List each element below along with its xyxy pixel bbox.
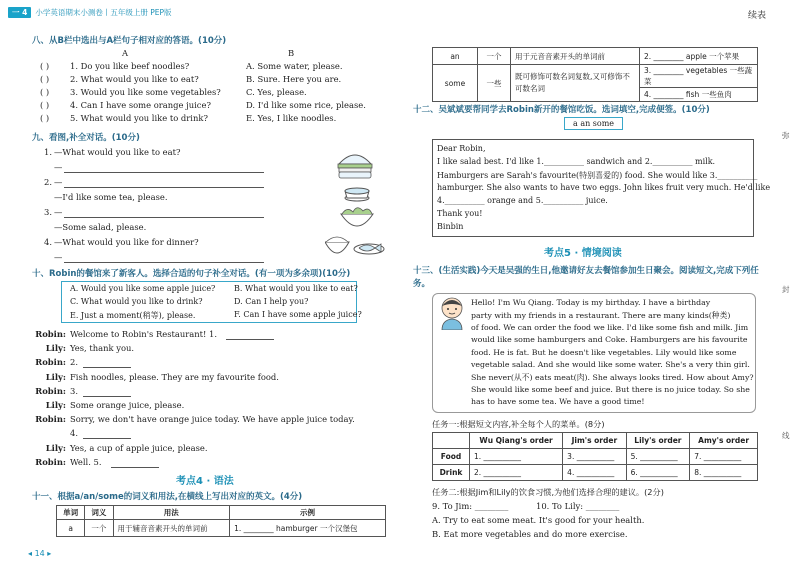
q13-col-wuqiang: Wu Qiang's order — [470, 433, 563, 449]
dialog-text: Welcome to Robin's Restaurant! 1. — [70, 329, 218, 339]
q9-lines — [44, 147, 304, 267]
q13-answer-cell[interactable]: 2. __________ — [470, 465, 563, 481]
q9-number: 4. — [44, 237, 52, 247]
passage-line: She never(从不) eats meat(肉). She always looks tired. How about Amy? — [471, 373, 754, 383]
q13-passage-text — [433, 294, 755, 410]
q8-item-b: B. Sure. Here you are. — [246, 74, 342, 84]
food-pictures — [325, 146, 385, 264]
q10-title: 十、Robin的餐馆来了新客人。选择合适的句子补全对话。(有一项为多余项)(10分) — [32, 269, 351, 279]
q9-line — [44, 147, 304, 162]
q8-item-b: C. Yes, please. — [246, 87, 307, 97]
q11-table-continued — [432, 47, 758, 102]
q9-number: 1. — [44, 147, 52, 157]
q10-options-box — [61, 281, 362, 323]
q9-text: — — [54, 177, 63, 187]
q9-line — [44, 177, 304, 192]
page-number: ◂ 14 ▸ — [28, 549, 52, 558]
q13-col-lily: Lily's order — [626, 433, 690, 449]
speaker: Robin: — [35, 357, 66, 368]
q13-answer-cell[interactable]: 4. __________ — [563, 465, 626, 481]
dialog-line — [35, 456, 374, 471]
dialog-text: 2. — [70, 357, 78, 368]
q9-text: —What would you like to eat? — [54, 147, 181, 157]
q11-example[interactable]: 2. ________ apple 一个苹果 — [640, 48, 758, 65]
continued-label: 续表 — [747, 11, 766, 21]
q9-line — [44, 222, 304, 237]
q11-meaning: 一个 — [478, 48, 511, 65]
q9-line — [44, 207, 304, 222]
side-mark: 线 — [782, 431, 790, 440]
answer-paren[interactable]: ( ) — [40, 100, 50, 110]
note-line: Binbin — [437, 222, 464, 231]
q13-q9[interactable]: 9. To Jim: ________ — [432, 501, 509, 511]
answer-line[interactable] — [64, 207, 264, 218]
q8-col-b: B — [288, 48, 295, 58]
kaodian5-heading: 考点5 · 情境阅读 — [544, 248, 622, 259]
header-tag: 一 4 — [8, 7, 31, 18]
answer-line[interactable] — [83, 357, 131, 368]
speaker: Lily: — [45, 442, 66, 453]
answer-line[interactable] — [83, 386, 131, 397]
q9-line — [44, 192, 304, 207]
passage-line: Hello! I'm Wu Qiang. Today is my birthday. I have a birthday — [471, 298, 711, 307]
q13-option-a: A. Try to eat some meat. It's good for your health. — [432, 515, 645, 525]
q9-line — [44, 252, 304, 267]
q10-option-b: B. What would you like to eat? — [234, 284, 358, 293]
q11-meaning: 一个 — [85, 520, 113, 537]
dialog-text: Some orange juice, please. — [70, 399, 185, 410]
q12-note-box — [432, 139, 771, 237]
dialog-text: 3. — [70, 385, 78, 396]
q9-text: — — [54, 207, 63, 217]
answer-line[interactable] — [111, 457, 159, 468]
q9-text: —What would you like for dinner? — [54, 237, 199, 247]
q13-title: 十三、(生活实践)今天是吴强的生日,他邀请好友去餐馆参加生日聚会。阅读短文,完成下列任务。 — [413, 266, 759, 289]
q13-q10[interactable]: 10. To Lily: ________ — [536, 501, 620, 511]
dialog-line — [44, 372, 374, 386]
q13-task2: 任务二:根据Jim和Lily的饮食习惯,为他们选择合理的建议。(2分) — [432, 487, 664, 497]
passage-line: has to have some tea. We have a good time! — [471, 397, 645, 407]
dialog-text: Yes, thank you. — [70, 343, 135, 354]
dialog-text: Yes, a cup of apple juice, please. — [70, 442, 208, 453]
speaker: Lily: — [45, 343, 66, 354]
q8-item-a: 3. Would you like some vegetables? — [70, 87, 221, 97]
q10-option-e: E. Just a moment(稍等), please. — [70, 311, 196, 320]
q9-number: 3. — [44, 207, 52, 217]
q9-text: — — [54, 162, 63, 172]
speaker: Robin: — [35, 329, 66, 339]
q12-title: 十二、吴斌斌要帮同学去Robin新开的餐馆吃饭。选词填空,完成便签。(10分) — [413, 105, 710, 115]
answer-paren[interactable]: ( ) — [40, 61, 50, 71]
q8-item-b: D. I'd like some rice, please. — [246, 100, 366, 110]
dialog-line — [35, 329, 374, 343]
hamburger-icon — [338, 155, 372, 178]
q10-option-d: D. Can I help you? — [234, 297, 309, 306]
speaker: Robin: — [35, 385, 66, 396]
passage-line: food. He is fat. But he doesn't like vegetables. Lily would like some — [471, 347, 737, 357]
salad-bowl-icon — [341, 208, 373, 226]
dialog-line — [44, 428, 374, 442]
q8-item-a: 5. What would you like to drink? — [70, 113, 208, 123]
side-mark: 封 — [782, 285, 790, 294]
kaodian4-heading: 考点4 · 语法 — [176, 476, 234, 487]
q13-col-amy: Amy's order — [690, 433, 758, 449]
passage-line: party with my friends in a restaurant. There are many kinds(种类) — [471, 311, 731, 321]
q12-word-box: a an some — [564, 117, 623, 130]
q13-passage-box — [432, 293, 756, 413]
dialog-line — [44, 400, 374, 414]
q13-col-blank — [433, 433, 470, 449]
q10-dialog — [35, 329, 374, 471]
note-line: hamburger. She also wants to have two eggs. John likes fruit very much. He'd like — [437, 183, 771, 192]
rice-fish-icon — [325, 237, 384, 254]
dialog-line — [35, 385, 374, 400]
speaker: Robin: — [35, 414, 66, 425]
answer-line[interactable] — [83, 428, 131, 439]
note-line: Hamburgers are Sarah's favourite(特别喜爱的) food. She would like 3.__________ — [437, 171, 758, 180]
q13-row-drink: Drink — [433, 465, 470, 481]
q11-header-meaning: 词义 — [85, 506, 113, 520]
q11-meaning: 一些 — [478, 65, 511, 102]
q13-answer-cell[interactable]: 5. __________ — [626, 449, 690, 465]
passage-line: vegetable salad. And she would like some water. She's a very thin girl. — [471, 359, 750, 369]
note-line: Dear Robin, — [437, 144, 486, 153]
q11-usage: 用于辅音音素开头的单词前 — [113, 520, 230, 537]
speaker: Lily: — [45, 371, 66, 382]
q8-rows — [40, 61, 400, 126]
q13-answer-cell[interactable]: 1. __________ — [470, 449, 563, 465]
q11-usage: 用于元音音素开头的单词前 — [511, 48, 640, 65]
q11-word: some — [433, 65, 478, 102]
q8-item-a: 4. Can I have some orange juice? — [70, 100, 211, 110]
dialog-text: Sorry, we don't have orange juice today. We have apple juice today. — [70, 414, 355, 425]
q13-task1: 任务一:根据短文内容,补全每个人的菜单。(8分) — [432, 419, 605, 429]
q13-answer-cell[interactable]: 6. __________ — [626, 465, 690, 481]
note-line: I like salad best. I'd like 1.__________ sandwich and 2.__________ milk. — [437, 157, 716, 166]
q13-order-table — [432, 432, 758, 481]
answer-line[interactable] — [226, 329, 274, 340]
tea-cup-icon — [345, 188, 369, 201]
q9-line — [44, 237, 304, 252]
q11-example[interactable]: 1. ________ hamburger 一个汉堡包 — [230, 520, 386, 537]
note-line: Thank you! — [437, 209, 483, 218]
q9-number: 2. — [44, 177, 52, 187]
dialog-line — [35, 357, 374, 371]
q8-title: 八、从B栏中选出与A栏句子相对应的答语。(10分) — [32, 36, 227, 46]
side-mark: 弥 — [782, 131, 790, 140]
q9-text: — — [54, 252, 63, 262]
answer-line[interactable] — [64, 252, 264, 263]
answer-paren[interactable]: ( ) — [40, 87, 50, 97]
dialog-line — [35, 414, 374, 428]
answer-paren[interactable]: ( ) — [40, 113, 50, 123]
q9-title: 九、看图,补全对话。(10分) — [32, 133, 140, 143]
q8-row — [40, 87, 400, 100]
q13-answer-cell[interactable]: 3. __________ — [563, 449, 626, 465]
q11-example[interactable]: 4. ________ fish 一些鱼肉 — [640, 88, 758, 102]
speaker: Lily: — [45, 399, 66, 410]
passage-line: would like some hamburgers and Coke. Hamburgers are his favourite — [471, 335, 748, 345]
q10-option-f: F. Can I have some apple juice? — [234, 310, 362, 319]
q13-option-b: B. Eat more vegetables and do more exercise. — [432, 529, 628, 539]
passage-line: of food. We can order the food we like. I'd like some fish and milk. Jim — [471, 322, 749, 332]
header-title: 小学英语期末小测卷丨五年级上册 PEP版 — [35, 7, 172, 17]
dialog-text: 4. — [70, 428, 78, 439]
q11-header-usage: 用法 — [113, 506, 230, 520]
q11-word: a — [57, 520, 85, 537]
boy-avatar-icon — [437, 296, 467, 330]
dialog-line — [44, 343, 374, 357]
q8-item-b: A. Some water, please. — [246, 61, 343, 71]
q11-header-word: 单词 — [57, 506, 85, 520]
dialog-text: Fish noodles, please. They are my favourite food. — [70, 371, 279, 382]
q8-row — [40, 74, 400, 87]
q13-col-jim: Jim's order — [563, 433, 626, 449]
q11-title: 十一、根据a/an/some的词义和用法,在横线上写出对应的英文。(4分) — [32, 492, 303, 502]
page-header — [8, 6, 172, 18]
q8-item-a: 1. Do you like beef noodles? — [70, 61, 190, 71]
q9-text: —I'd like some tea, please. — [54, 192, 168, 202]
q13-answer-cell[interactable]: 8. __________ — [690, 465, 758, 481]
answer-paren[interactable]: ( ) — [40, 74, 50, 84]
passage-line: She would like some beef and juice. But there is no juice today. So she — [471, 384, 750, 394]
q11-usage: 既可修饰可数名词复数,又可修饰不可数名词 — [511, 65, 640, 102]
dialog-line — [44, 443, 374, 457]
answer-line[interactable] — [64, 162, 264, 173]
q13-answer-cell[interactable]: 7. __________ — [690, 449, 758, 465]
q9-text: —Some salad, please. — [54, 222, 147, 232]
q13-row-food: Food — [433, 449, 470, 465]
q8-col-a: A — [122, 48, 129, 58]
q12-note-text — [433, 140, 771, 235]
q8-item-b: E. Yes, I like noodles. — [246, 113, 337, 123]
q11-example[interactable]: 3. ________ vegetables 一些蔬菜 — [640, 65, 758, 88]
q11-table — [56, 505, 386, 537]
q11-header-example: 示例 — [230, 506, 386, 520]
q10-option-a: A. Would you like some apple juice? — [70, 284, 216, 293]
q11-word: an — [433, 48, 478, 65]
speaker: Robin: — [35, 456, 66, 467]
q8-item-a: 2. What would you like to eat? — [70, 74, 199, 84]
q8-row — [40, 100, 400, 113]
note-line: 4.__________ orange and 5.__________ juice. — [437, 196, 608, 205]
answer-line[interactable] — [64, 177, 264, 188]
dialog-text: Well. 5. — [70, 456, 102, 467]
q8-row — [40, 61, 400, 74]
q9-line — [44, 162, 304, 177]
q8-row — [40, 113, 400, 126]
q10-option-c: C. What would you like to drink? — [70, 297, 203, 306]
